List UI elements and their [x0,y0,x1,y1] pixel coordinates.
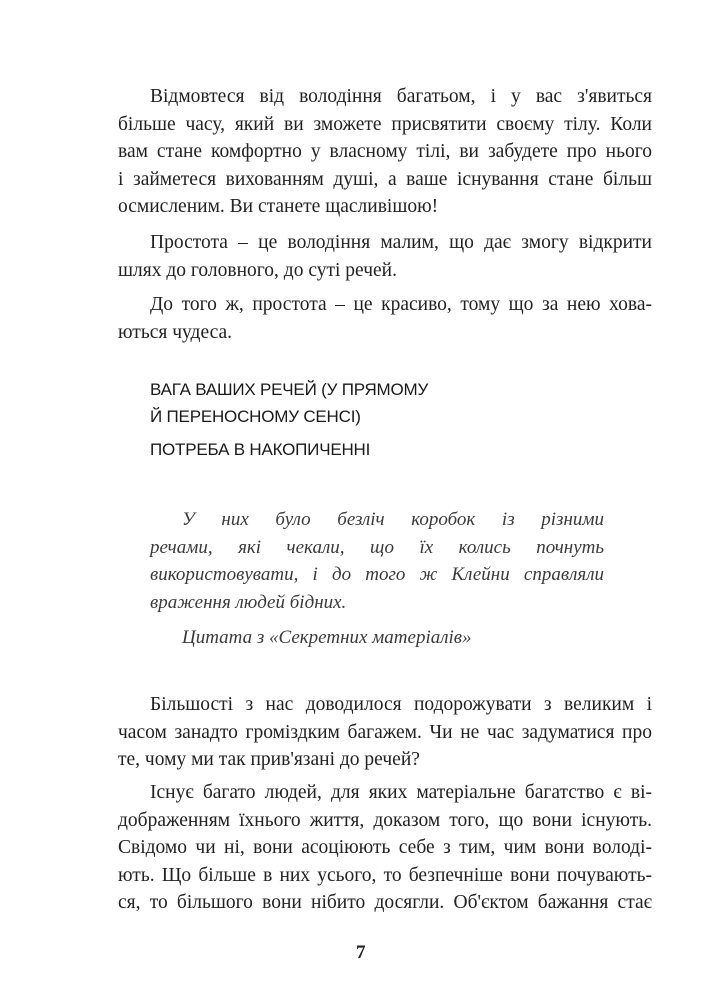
text-line: ють. Що більше в них усього, то безпечніше вони почувають- [118,864,652,886]
section-heading [150,376,428,430]
text-line: вам стане комфортно у власному тілі, ви забудете про нього [118,141,652,163]
paragraph-1 [118,83,652,221]
text-line: осмисленим. Ви станете щасливішою! [118,196,439,218]
text-line: До того ж, простота – це красиво, тому що за нею хова- [150,294,652,315]
text-line: часом занадто громіздким багажем. Чи не час задуматися про [118,721,652,743]
paragraph-5 [118,779,652,917]
paragraph-2 [118,229,652,284]
paragraph-3 [118,291,652,346]
epigraph-quote [150,506,604,616]
quote-line: речами, які чекали, що їх колись почнуть [150,536,604,558]
text-line: і займетеся вихованням душі, а ваше існування стане більш [118,168,652,190]
heading-line: ВАГА ВАШИХ РЕЧЕЙ (У ПРЯМОМУ [150,380,429,399]
text-line: ються чудеса. [118,321,233,343]
text-line: те, чому ми так прив'язані до речей? [118,749,420,771]
quote-citation: Цитата з «Секретних матеріалів» [182,627,472,648]
page-number: 7 [356,942,366,963]
text-line: шлях до головного, до суті речей. [118,259,397,281]
quote-line: використовувати, і до того ж Клейни справляли [150,564,604,586]
text-line: Більшості з нас доводилося подорожувати з великим і [150,694,652,715]
quote-line: У них було безліч коробок із різними [182,509,604,530]
text-line: більше часу, який ви зможете присвятити своєму тілу. Коли [118,113,652,135]
text-line: Відмовтеся від володіння багатьом, і у вас з'явиться [150,86,652,107]
paragraph-4 [118,691,652,774]
text-line: ся, то більшого вони нібито досягли. Об'єктом бажання стає [118,892,652,914]
heading-line: Й ПЕРЕНОСНОМУ СЕНСІ) [150,407,361,426]
text-line: Існує багато людей, для яких матеріальне багатство є ві- [150,782,652,803]
quote-line: враження людей бідних. [150,591,347,613]
text-line: дображенням їхнього життя, доказом того, що вони існують. [118,809,652,831]
text-line: Свідомо чи ні, вони асоціюють себе з тим, чим вони володі- [118,837,652,859]
section-subheading: ПОТРЕБА В НАКОПИЧЕННІ [150,440,371,459]
text-line: Простота – це володіння малим, що дає змогу відкрити [150,232,652,253]
